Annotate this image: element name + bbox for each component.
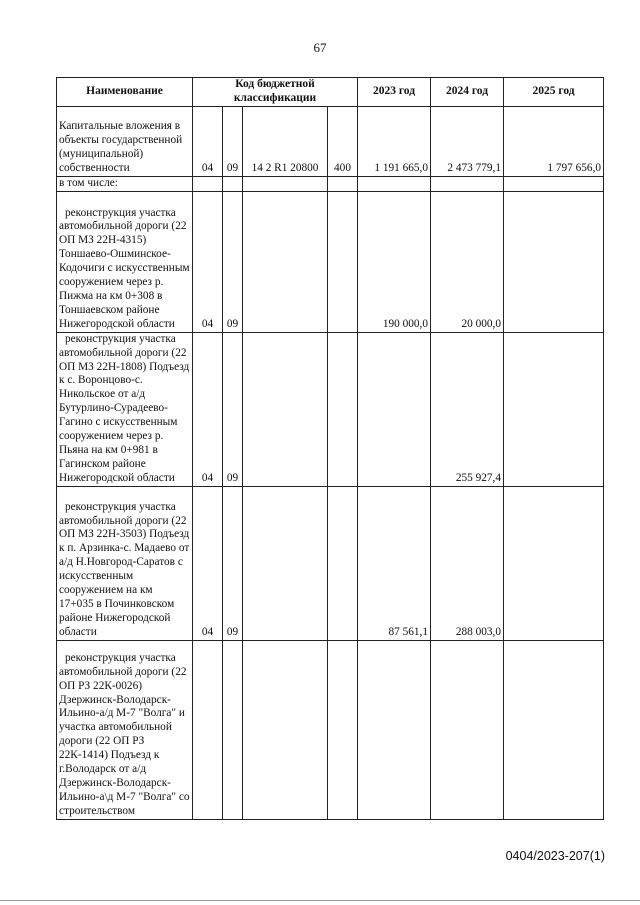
row-subsection: 09 bbox=[223, 191, 243, 332]
row-expense-type bbox=[328, 332, 358, 486]
row-section: 04 bbox=[193, 332, 223, 486]
row-value-2023 bbox=[358, 176, 431, 191]
row-value-2023 bbox=[358, 640, 431, 819]
row-value-2025 bbox=[504, 640, 604, 819]
bottom-rule bbox=[0, 900, 640, 901]
table-header-row bbox=[57, 78, 604, 107]
header-code: Код бюджетной классификации bbox=[193, 78, 358, 107]
row-value-2024: 20 000,0 bbox=[431, 191, 504, 332]
row-value-2024 bbox=[431, 640, 504, 819]
row-value-2025 bbox=[504, 486, 604, 640]
row-target-article bbox=[243, 486, 328, 640]
row-name: реконструкция участка автомобильной дороги (22 ОП РЗ 22К-0026) Дзержинск-Володарск-Ильино-а/д М-7 "Волга" и участка автомобильной дороги (22 ОП РЗ 22К-1414) Подъезд к г.Володарск от а/д Дзержинск-Володарск-Ильино-а\д М-7 "Волга" со строительством bbox=[57, 640, 193, 819]
row-value-2023: 190 000,0 bbox=[358, 191, 431, 332]
row-expense-type bbox=[328, 640, 358, 819]
row-expense-type bbox=[328, 191, 358, 332]
row-name: реконструкция участка автомобильной дороги (22 ОП МЗ 22Н-1808) Подъезд к с. Воронцово-с. Никольское от а/д Бутурлино-Сурадеево-Гагино с искусственным сооружением через р. Пьяна на км 0+981 в Гагинском районе Нижегородской области bbox=[57, 332, 193, 486]
table-row bbox=[57, 106, 604, 176]
row-subsection bbox=[223, 176, 243, 191]
row-target-article: 14 2 R1 20800 bbox=[243, 106, 328, 176]
header-2025: 2025 год bbox=[504, 78, 604, 107]
row-value-2025 bbox=[504, 176, 604, 191]
row-name: реконструкция участка автомобильной дороги (22 ОП МЗ 22Н-3503) Подъезд к п. Арзинка-с. Мадаево от а/д Н.Новгород-Саратов с искусственным сооружением на км 17+035 в Починковском районе Нижегородской области bbox=[57, 486, 193, 640]
row-section: 04 bbox=[193, 486, 223, 640]
row-name: в том числе: bbox=[57, 176, 193, 191]
table-row bbox=[57, 640, 604, 819]
header-name: Наименование bbox=[57, 78, 193, 107]
row-section bbox=[193, 176, 223, 191]
header-2024: 2024 год bbox=[431, 78, 504, 107]
row-section bbox=[193, 640, 223, 819]
row-value-2023: 1 191 665,0 bbox=[358, 106, 431, 176]
table-row bbox=[57, 176, 604, 191]
row-value-2024: 255 927,4 bbox=[431, 332, 504, 486]
row-value-2025 bbox=[504, 191, 604, 332]
page-number: 67 bbox=[313, 40, 327, 55]
row-subsection: 09 bbox=[223, 332, 243, 486]
row-target-article bbox=[243, 176, 328, 191]
row-subsection: 09 bbox=[223, 106, 243, 176]
row-value-2024 bbox=[431, 176, 504, 191]
row-value-2023: 87 561,1 bbox=[358, 486, 431, 640]
budget-table bbox=[56, 77, 604, 820]
header-2023: 2023 год bbox=[358, 78, 431, 107]
table-row bbox=[57, 486, 604, 640]
row-name: Капитальные вложения в объекты государственной (муниципальной) собственности bbox=[57, 106, 193, 176]
row-value-2024: 288 003,0 bbox=[431, 486, 504, 640]
row-target-article bbox=[243, 640, 328, 819]
row-section: 04 bbox=[193, 191, 223, 332]
row-value-2025 bbox=[504, 332, 604, 486]
row-value-2024: 2 473 779,1 bbox=[431, 106, 504, 176]
table-row bbox=[57, 191, 604, 332]
row-expense-type bbox=[328, 176, 358, 191]
row-subsection bbox=[223, 640, 243, 819]
table-row bbox=[57, 332, 604, 486]
document-id: 0404/2023-207(1) bbox=[505, 849, 605, 863]
row-expense-type bbox=[328, 486, 358, 640]
row-section: 04 bbox=[193, 106, 223, 176]
row-name: реконструкция участка автомобильной дороги (22 ОП МЗ 22Н-4315) Тоншаево-Ошминское-Кодочиги с искусственным сооружением через р. Пижма на км 0+308 в Тоншаевском районе Нижегородской области bbox=[57, 191, 193, 332]
row-value-2025: 1 797 656,0 bbox=[504, 106, 604, 176]
row-expense-type: 400 bbox=[328, 106, 358, 176]
row-value-2023 bbox=[358, 332, 431, 486]
row-subsection: 09 bbox=[223, 486, 243, 640]
row-target-article bbox=[243, 332, 328, 486]
row-target-article bbox=[243, 191, 328, 332]
